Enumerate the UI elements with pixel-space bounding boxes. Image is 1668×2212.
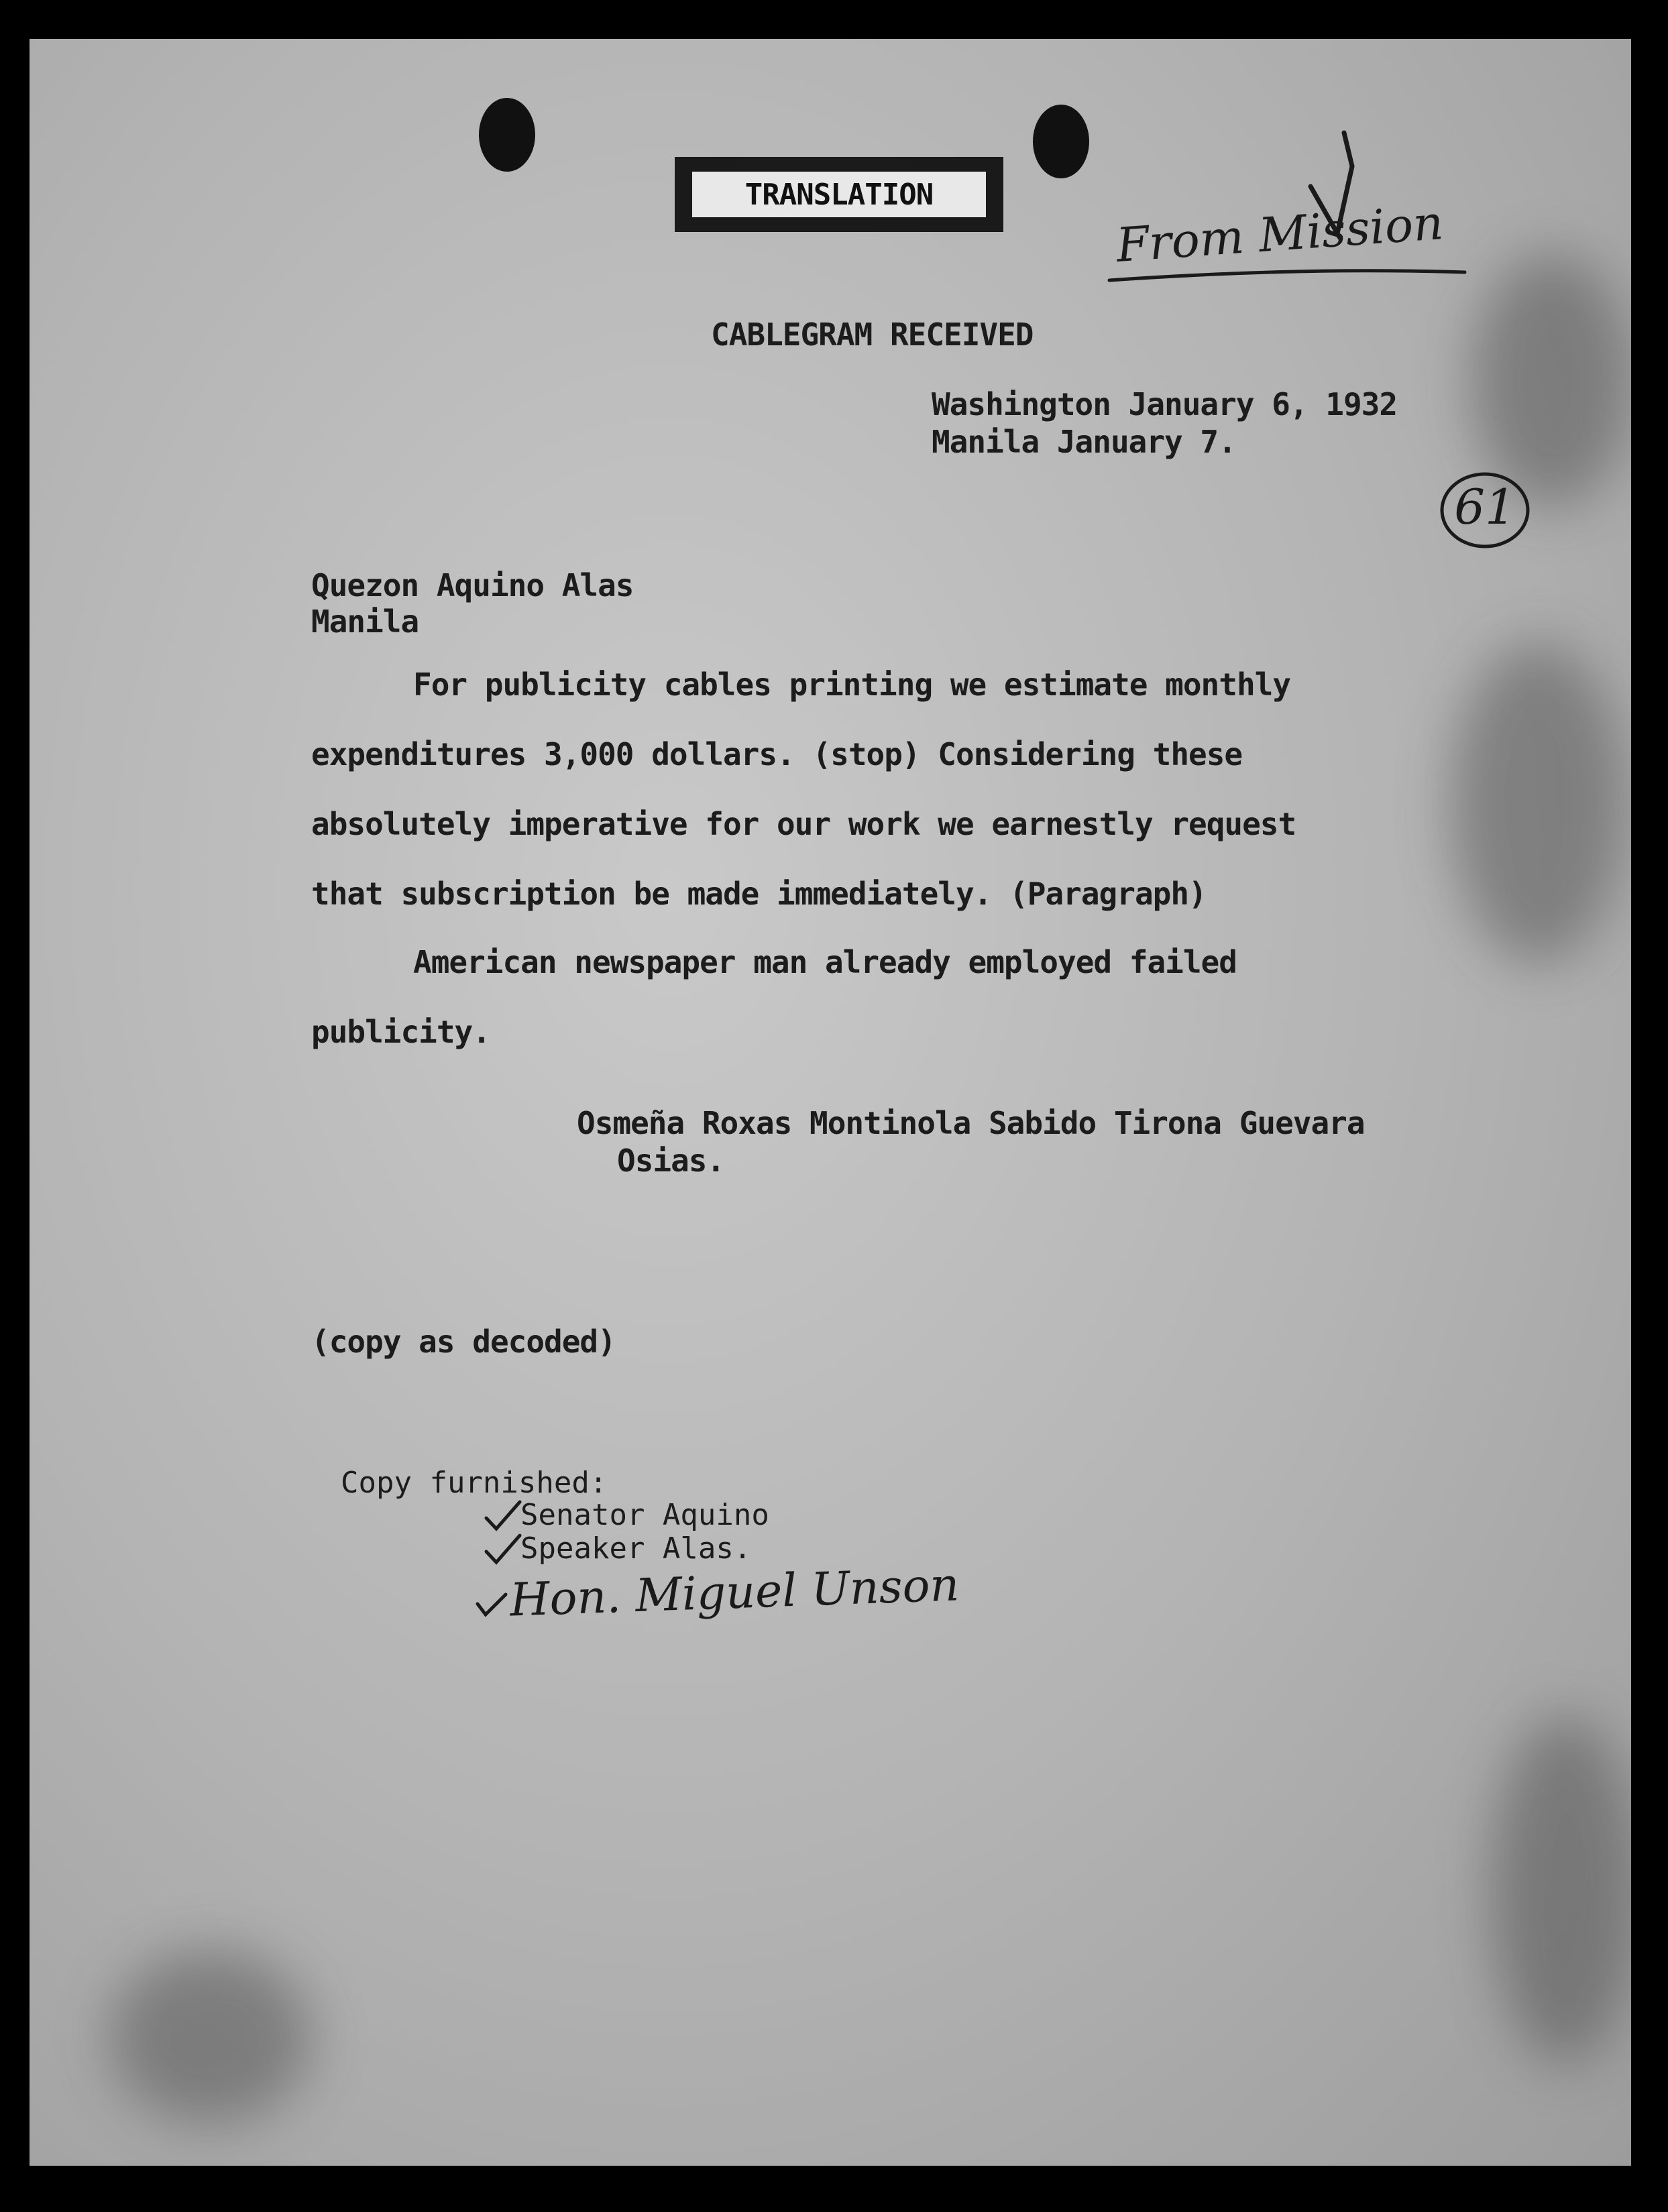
page-number: 61: [1454, 479, 1516, 535]
body-line: that subscription be made immediately. (Paragraph): [311, 876, 1207, 912]
signatories-cont: Osias.: [617, 1143, 725, 1179]
dateline-washington: Washington January 6, 1932: [932, 386, 1398, 422]
stain: [1451, 642, 1626, 964]
signatories: Osmeña Roxas Montinola Sabido Tirona Guevara: [577, 1105, 1365, 1141]
recipient-checkmark-icon: [475, 1589, 508, 1621]
addressee-names: Quezon Aquino Alas: [311, 567, 634, 603]
recipient-senator-aquino: Senator Aquino: [520, 1498, 769, 1532]
translation-label: [675, 157, 1003, 232]
recipient-checkmark-icon: [483, 1499, 523, 1535]
recipient-checkmark-icon: [483, 1533, 523, 1569]
page-number-circle: [1431, 467, 1539, 554]
stain: [1492, 1715, 1631, 2064]
decode-note: (copy as decoded): [311, 1324, 616, 1360]
dateline-manila: Manila January 7.: [932, 424, 1236, 460]
stain: [110, 1950, 311, 2124]
document-page: [30, 39, 1631, 2166]
handwritten-from-mission: [1089, 106, 1518, 294]
body-line: For publicity cables printing we estimate monthly: [413, 666, 1291, 703]
handwritten-from-mission-text: From Mission: [1114, 195, 1445, 273]
translation-label-text: TRANSLATION: [692, 172, 986, 217]
recipient-speaker-alas: Speaker Alas.: [520, 1531, 752, 1566]
handwritten-recipient-unson: Hon. Miguel Unson: [508, 1558, 960, 1627]
body-line: publicity.: [311, 1014, 490, 1050]
body-line: expenditures 3,000 dollars. (stop) Considering these: [311, 736, 1243, 772]
copy-furnished-heading: Copy furnished:: [341, 1466, 608, 1500]
punch-hole-left: [479, 98, 535, 172]
body-line: absolutely imperative for our work we earnestly request: [311, 806, 1296, 842]
body-line: American newspaper man already employed failed: [413, 944, 1237, 980]
heading: CABLEGRAM RECEIVED: [711, 316, 1034, 353]
addressee-city: Manila: [311, 603, 419, 640]
punch-hole-right: [1033, 105, 1089, 178]
